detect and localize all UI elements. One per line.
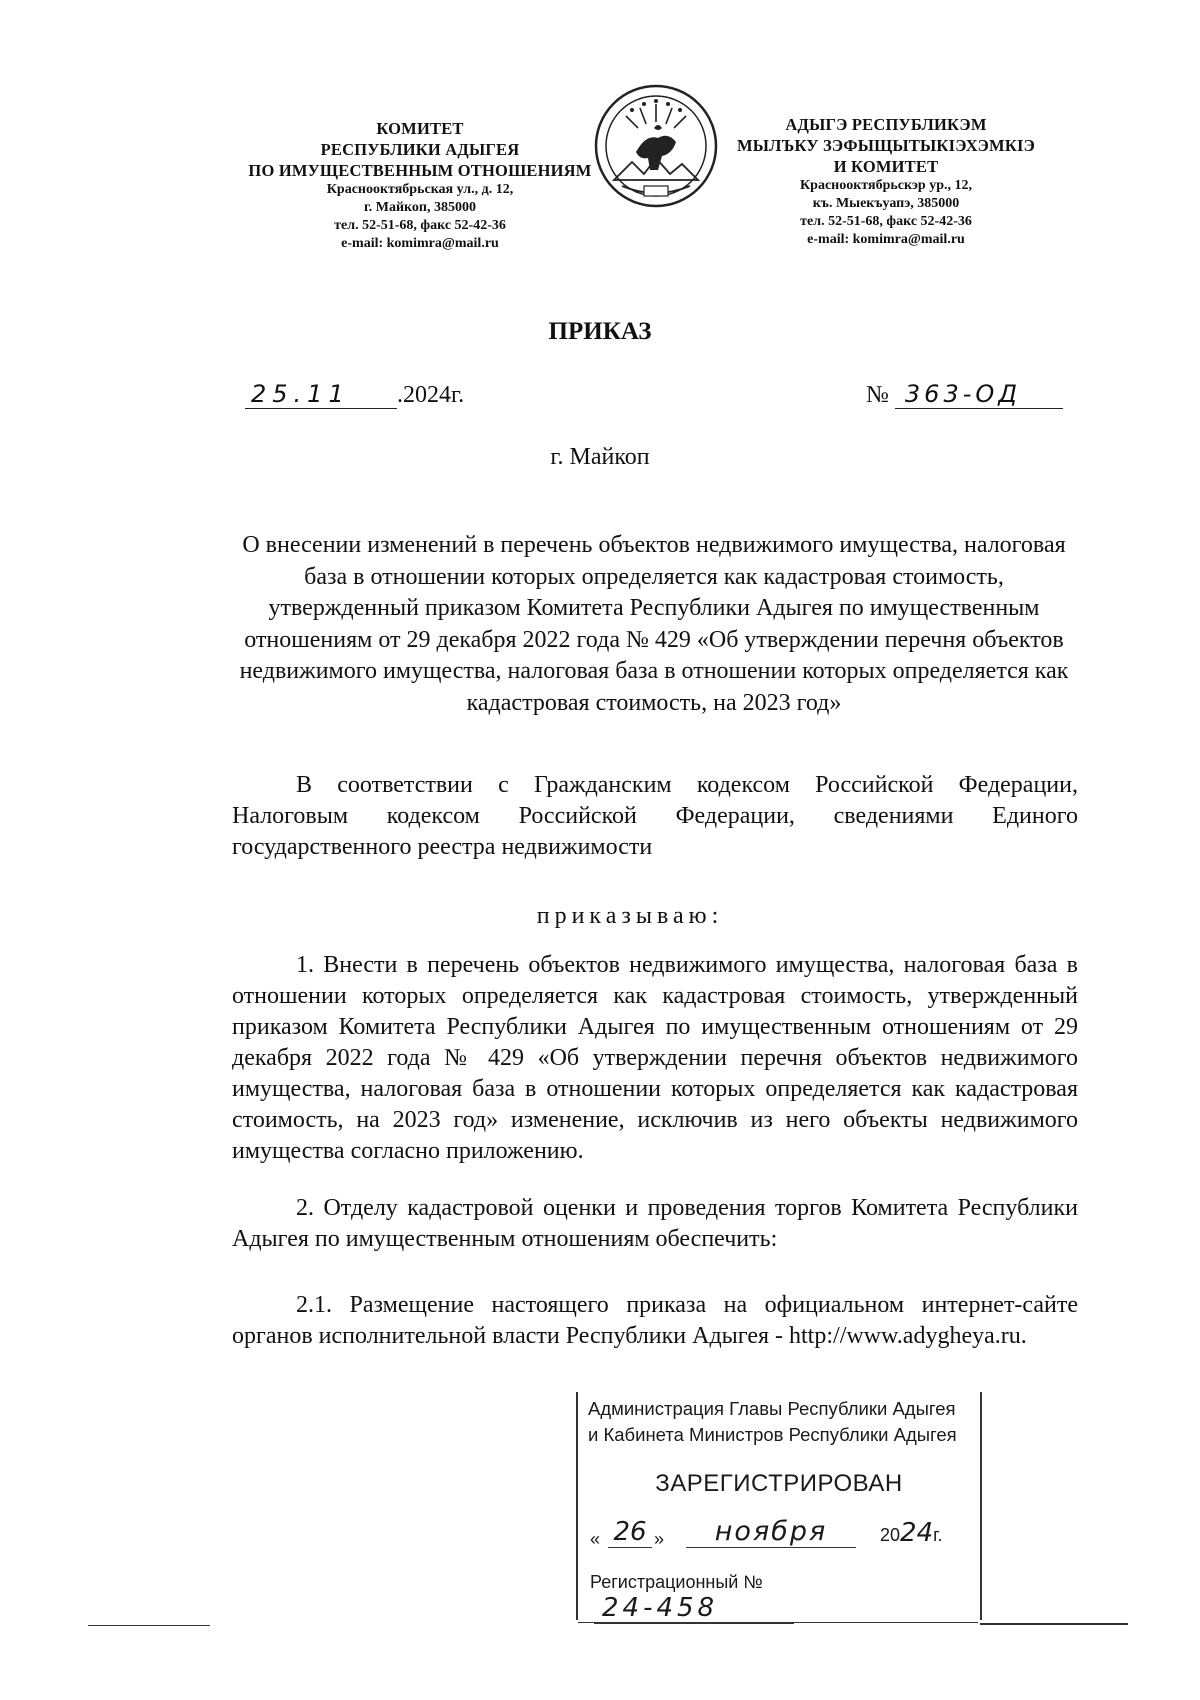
stamp-handwritten-year: 24 [900,1518,934,1548]
header-left-block [240,118,600,253]
footer-line-right [980,1623,1128,1625]
header-left-line3: ПО ИМУЩЕСТВЕННЫМ ОТНОШЕНИЯМ [248,161,592,180]
header-left-address1: Краснооктябрьская ул., д. 12, [326,182,514,197]
stamp-handwritten-month: ноября [686,1516,856,1548]
stamp-handwritten-day: 26 [608,1517,652,1548]
stamp-date [590,1512,970,1552]
preamble-paragraph: В соответствии с Гражданским кодексом Российской Федерации, Налоговым кодексом Российской Федерации, сведениями Единого государственного реестра недвижимости [232,772,1078,860]
stamp-authority-line1: Администрация Главы Республики Адыгея [588,1398,956,1419]
document-title: ПРИКАЗ [548,318,652,345]
order-number [866,380,1063,409]
header-left-line1: КОМИТЕТ [376,119,464,138]
header-right-address1: Краснооктябрьскэр ур., 12, [800,178,972,193]
date-year-suffix: .2024г. [397,382,465,408]
header-left-address2: г. Майкоп, 385000 [363,200,476,215]
header-right-email: e-mail: komimra@mail.ru [807,232,965,247]
order-subject: О внесении изменений в перечень объектов недвижимого имущества, налоговая база в отношении которых определяется как кадастровая стоимость, утвержденный приказом Комитета Республики Адыгея по имущественным отношениям от 29 декабря 2022 года № 429 «Об утверждении перечня объектов недвижимого имущества, налоговая база в отношении которых определяется как кадастровая стоимость, на 2023 год» [239,532,1069,716]
stamp-registration-number [590,1572,970,1624]
city-line: г. Майкоп [550,444,650,470]
handwritten-date: 25.11 [245,380,397,409]
handwritten-number: 363-ОД [895,380,1063,409]
header-left-phone: тел. 52-51-68, факс 52-42-36 [334,218,506,233]
footer-line-left [88,1625,210,1626]
stamp-handwritten-regno: 24-458 [594,1593,794,1624]
stamp-quote-open: « [590,1529,601,1549]
order-word: приказываю: [536,903,724,929]
header-right-line3: И КОМИТЕТ [833,157,939,176]
header-left-line2: РЕСПУБЛИКИ АДЫГЕЯ [320,140,520,159]
registration-stamp [576,1392,982,1623]
stamp-year-suffix: г. [933,1525,943,1545]
item-1-paragraph: 1. Внести в перечень объектов недвижимого имущества, налоговая база в отношении которых определяется как кадастровая стоимость, утвержденный приказом Комитета Республики Адыгея по имущественным отношениям от 29 декабря 2022 года № 429 «Об утверждении перечня объектов недвижимого имущества, налоговая база в отношении которых определяется как кадастровая стоимость, на 2023 год» изменение, исключив из него объекты недвижимого имущества согласно приложению. [232,952,1078,1164]
stamp-year [880,1518,943,1548]
header-right-block [716,114,1056,249]
stamp-registered-label: ЗАРЕГИСТРИРОВАН [655,1470,903,1497]
stamp-year-prefix: 20 [880,1525,901,1545]
number-prefix: № [866,382,889,408]
item-2-paragraph: 2. Отделу кадастровой оценки и проведения торгов Комитета Республики Адыгея по имущественным отношениям обеспечить: [232,1195,1078,1252]
stamp-quote-close: » [654,1529,665,1549]
stamp-regno-label: Регистрационный № [590,1572,763,1592]
header-right-phone: тел. 52-51-68, факс 52-42-36 [800,214,972,229]
stamp-authority-line2: и Кабинета Министров Республики Адыгея [588,1424,957,1445]
coat-of-arms-icon [592,82,720,210]
header-right-address2: къ. Мыекъуапэ, 385000 [812,196,960,211]
order-date [245,380,464,409]
header-right-line2: МЫЛЪКУ ЗЭФЫЩЫТЫКIЭХЭМКIЭ [736,136,1036,155]
footer-line-middle [578,1622,978,1623]
header-left-email: e-mail: komimra@mail.ru [341,236,499,251]
header-right-line1: АДЫГЭ РЕСПУБЛИКЭМ [785,115,987,134]
item-2-1-paragraph: 2.1. Размещение настоящего приказа на официальном интернет-сайте органов исполнительной власти Республики Адыгея - http://www.adygheya.ru. [232,1292,1078,1349]
